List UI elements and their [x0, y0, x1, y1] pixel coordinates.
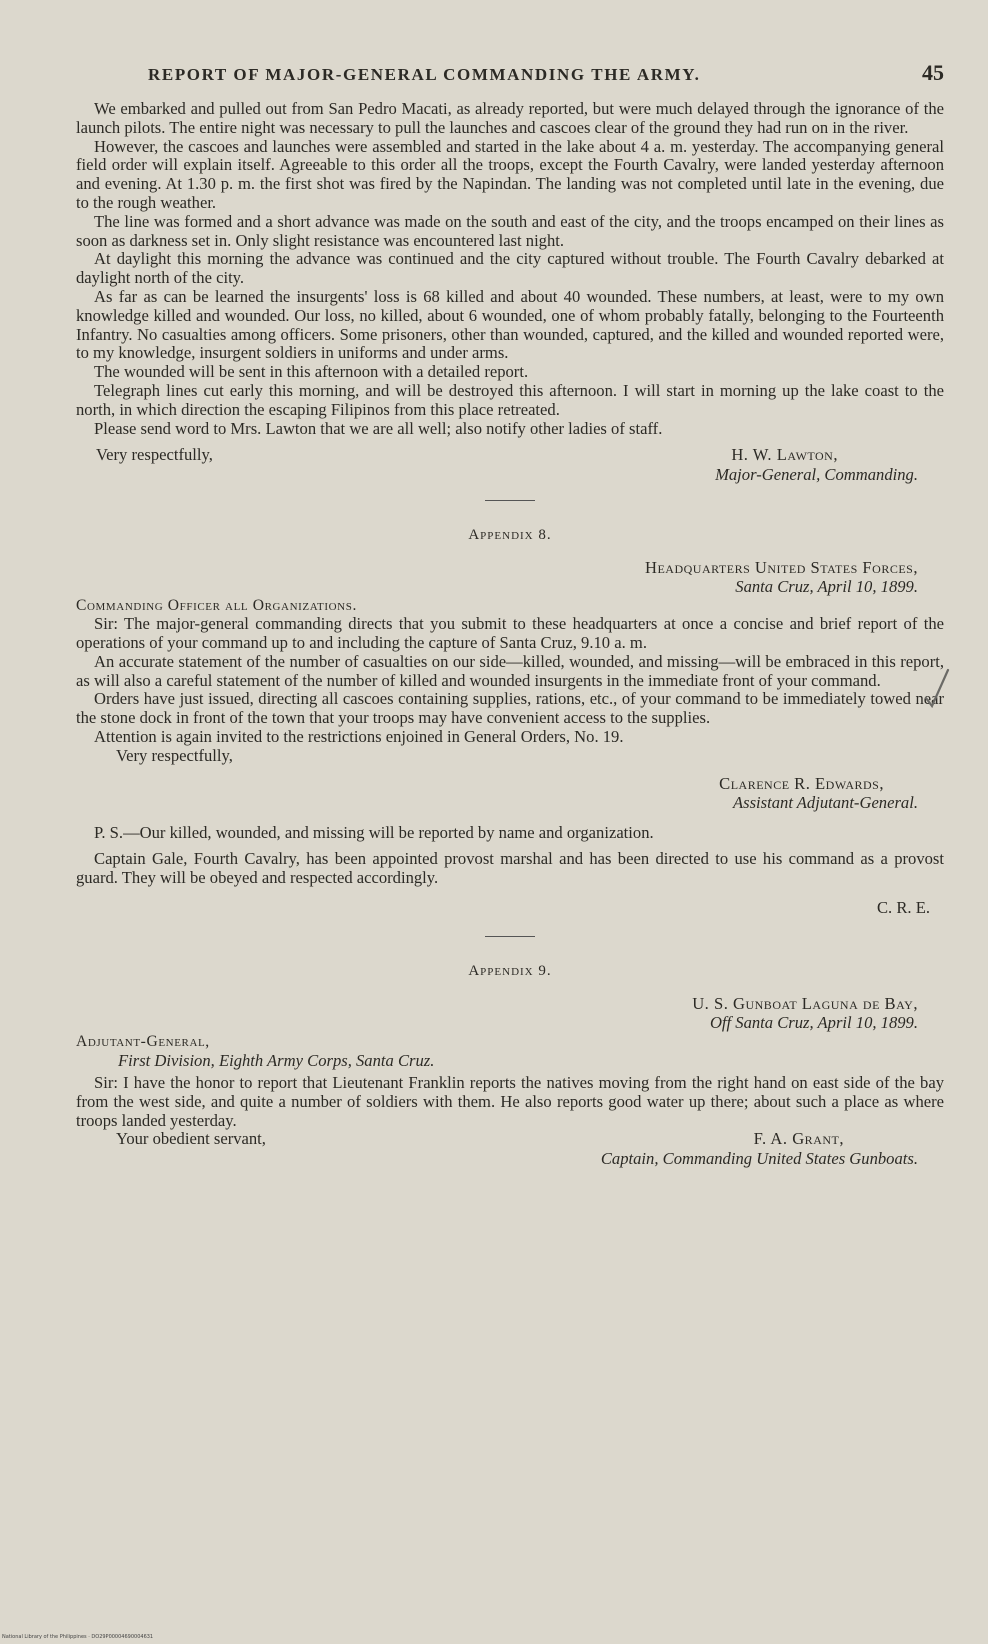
pencil-checkmark-icon [924, 668, 950, 708]
running-header [76, 60, 944, 86]
signer-title: Major-General, Commanding. [715, 465, 918, 485]
hq-line: U. S. Gunboat Laguna de Bay, [692, 993, 918, 1013]
library-footer-note: National Library of the Philippines · DO29P00004690004631 [2, 1634, 154, 1640]
initials: C. R. E. [876, 897, 930, 917]
closing-salutation: Very respectfully, [96, 445, 213, 465]
appendix-8 [76, 527, 944, 918]
running-title: REPORT OF MAJOR-GENERAL COMMANDING THE ARMY. [148, 65, 701, 84]
closing-block [76, 1130, 944, 1149]
addressee: Adjutant-General, [76, 1032, 210, 1050]
signer-title: Assistant Adjutant-General. [733, 792, 918, 812]
page-number: 45 [922, 60, 944, 85]
paragraph: Telegraph lines cut early this morning, and will be destroyed this afternoon. I will start in morning up the lake coast to the north, in which direction the escaping Filipinos from this place retreated. [76, 380, 944, 419]
hq-dateline: Santa Cruz, April 10, 1899. [735, 577, 918, 597]
postscript: Captain Gale, Fourth Cavalry, has been appointed provost marshal and has been directed to use his command as a provost guard. They will be obeyed and respected accordingly. [76, 849, 944, 888]
paragraph: The wounded will be sent in this afternoon with a detailed report. [94, 362, 529, 382]
closing-salutation: Your obedient servant, [116, 1129, 266, 1149]
signer-name: Clarence R. Edwards, [719, 773, 884, 793]
paragraph: However, the cascoes and launches were assembled and started in the lake about 4 a. m. yesterday. The accompanying general field order will explain itself. Agreeable to this order all the troops, except the Fourth Cavalry, were landed yesterday afternoon and evening. At 1.30 p. m. the first shot was fired by the Napindan. The landing was not completed until late in the evening, due to the rough weather. [76, 136, 944, 212]
postscript: P. S.—Our killed, wounded, and missing will be reported by name and organization. [94, 822, 654, 842]
signer-name: F. A. Grant, [753, 1129, 844, 1149]
paragraph: Attention is again invited to the restrictions enjoined in General Orders, No. 19. [94, 726, 624, 746]
addressee: Commanding Officer all Organizations. [76, 597, 357, 615]
paragraph: The line was formed and a short advance was made on the south and east of the city, and the troops encamped on their lines as soon as darkness set in. Only slight resistance was encountered last night. [76, 211, 944, 250]
signer-name: H. W. Lawton, [731, 445, 838, 465]
page-content [76, 60, 944, 1168]
appendix-heading: Appendix 8. [468, 527, 552, 544]
paragraph: At daylight this morning the advance was continued and the city captured without trouble. The Fourth Cavalry debarked at daylight north of the city. [76, 249, 944, 288]
lawton-report [76, 100, 944, 484]
closing-text: Very respectfully, [116, 745, 233, 765]
addressee-unit: First Division, Eighth Army Corps, Santa Cruz. [118, 1050, 435, 1070]
signer-title: Captain, Commanding United States Gunboats. [600, 1149, 918, 1169]
appendix-9 [76, 963, 944, 1168]
paragraph: Please send word to Mrs. Lawton that we are all well; also notify other ladies of staff. [94, 418, 663, 438]
paragraph: Sir: The major-general commanding directs that you submit to these headquarters at once a concise and brief report of the operations of your command up to and including the capture of Santa Cruz, 9.10 a. m. [76, 614, 944, 652]
section-divider [485, 936, 535, 937]
paragraph: Orders have just issued, directing all cascoes containing supplies, rations, etc., of your command to be immediately towed near the stone dock in front of the town that your troops may have convenient access to the supplies. [76, 689, 944, 728]
paragraph: An accurate statement of the number of casualties on our side—killed, wounded, and missing—will be embraced in this report, as will also a careful statement of the number of killed and wounded insurgents in the immediate front of your command. [76, 651, 944, 690]
paragraph: Sir: I have the honor to report that Lieutenant Franklin reports the natives moving from the right hand on east side of the bay from the west side, and quite a number of soldiers with them. He also reports good water up there; about such a place as where troops landed yesterday. [76, 1072, 944, 1130]
paragraph: As far as can be learned the insurgents' loss is 68 killed and about 40 wounded. These numbers, at least, were to my own knowledge killed and wounded. Our loss, no killed, about 6 wounded, one of whom probably fatally, belonging to the Fourteenth Infantry. No casualties among officers. Some prisoners, other than wounded, captured, and the killed and wounded reported were, to my knowledge, insurgent soldiers in uniforms and under arms. [76, 286, 944, 363]
closing-salutation [76, 747, 944, 766]
closing-block [76, 446, 944, 465]
section-divider [485, 500, 535, 501]
paragraph: We embarked and pulled out from San Pedro Macati, as already reported, but were much delayed through the ignorance of the launch pilots. The entire night was necessary to pull the launches and cascoes clear of the ground they had run on in the river. [76, 99, 944, 137]
hq-dateline: Off Santa Cruz, April 10, 1899. [709, 1012, 918, 1032]
hq-line: Headquarters United States Forces, [644, 558, 918, 578]
appendix-heading: Appendix 9. [468, 962, 552, 979]
